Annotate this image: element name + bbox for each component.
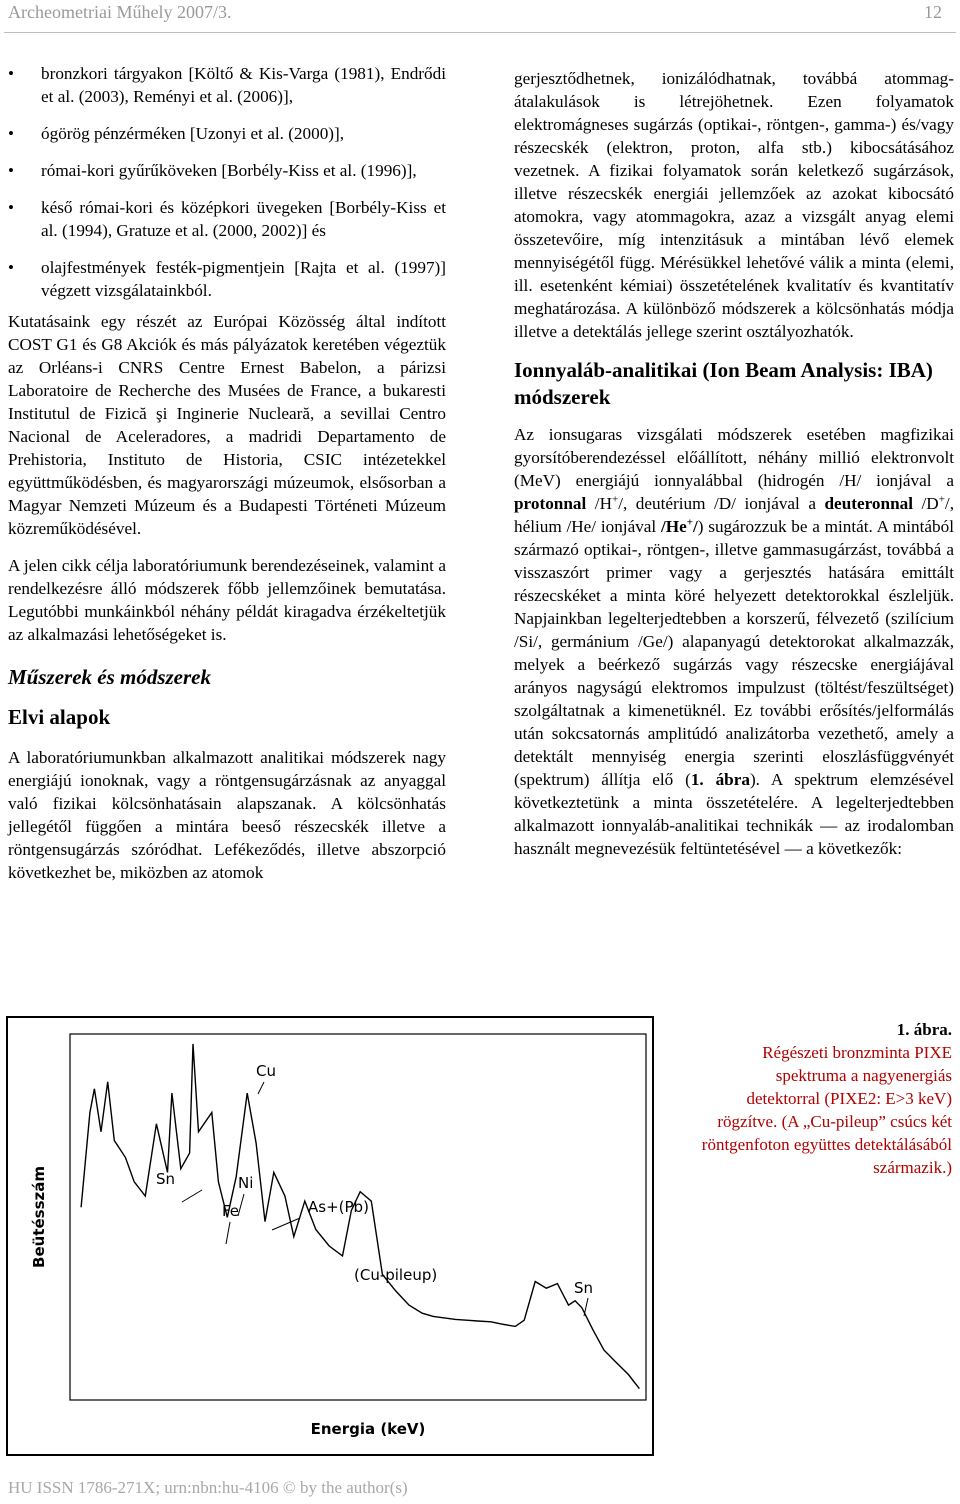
heading-principles: Elvi alapok (8, 705, 111, 729)
paragraph-cooperation: Kutatásaink egy részét az Európai Közösség által indított COST G1 és G8 Akciók és más pályázatok keretében végeztük az Orléans-i CNRS Centre Ernest Babelon, a párizsi Laboratoire de Recherche des Musées de France, a bukaresti Institutul de Fizică şi Inginerie Nucleară, a sevillai Centro Nacional de Aceleradores, a madridi Departamento de Prehistoria, Instituto de Historia, CSIC intézetekkel együttműködésben, és magyarországi múzeumok, elsősorban a Magyar Nemzeti Múzeum és a Budapesti Történeti Múzeum közreműködésével. (8, 312, 446, 538)
figure-label: 1. ábra. (896, 1020, 952, 1039)
list-item: • római-kori gyűrűköveken [Borbély-Kiss et al. (1996)], (8, 161, 417, 180)
figure-caption-text: Régészeti bronzminta PIXE spektruma a nagyenergiás detektorral (PIXE2: E>3 keV) rögzítve. (A „Cu-pileup” csúcs két röntgenfoton együttes detektálásából származik.) (701, 1043, 952, 1177)
x-axis-label: Energia (keV) (310, 1420, 426, 1438)
figure-reference: 1. ábra (690, 770, 750, 789)
list-item: • bronzkori tárgyakon [Költő & Kis-Varga (1981), Endrődi et al. (2003), Reményi et al. (2006)], (8, 64, 446, 106)
heading-instruments: Műszerek és módszerek (8, 665, 211, 689)
y-axis-label: Beütésszám (30, 1166, 48, 1268)
page-header (8, 2, 952, 30)
list-item: • késő római-kori és középkori üvegeken [Borbély-Kiss et al. (1994), Gratuze et al. (2000, 2002)] és (8, 198, 446, 240)
paragraph-principles: A laboratóriumunkban alkalmazott analitikai módszerek nagy energiájú ionoknak, vagy a röntgensugárzásnak az anyaggal való fizikai kölcsönhatásain alapszanak. A kölcsönhatás jellegétől függően a mintára beeső részecskék illetve a röntgensugárzás szóródhat. Lefékeződés, illetve abszorpció következhet be, miközben az atomok (8, 748, 446, 882)
reference-list (8, 62, 446, 302)
term-deuteronnal: deuteronnal (824, 494, 913, 513)
term-protonnal: protonnal (514, 494, 587, 513)
right-column (514, 67, 954, 874)
bullet-icon: • (8, 198, 14, 217)
left-column (8, 62, 446, 898)
bullet-icon: • (8, 258, 14, 277)
figure-frame (7, 1017, 653, 1455)
header-rule (4, 32, 956, 33)
list-item: • ógörög pénzérméken [Uzonyi et al. (2000)], (8, 124, 345, 143)
page-footer: HU ISSN 1786-271X; urn:nbn:hu-4106 © by the author(s) (8, 1478, 408, 1497)
spectrum-chart (6, 1016, 654, 1456)
list-item: • olajfestmények festék-pigmentjein [Rajta et al. (1997)] végzett vizsgálatainkból. (8, 258, 446, 300)
bullet-icon: • (8, 124, 14, 143)
figure-caption (700, 1018, 952, 1179)
peak-label-fe: Fe (222, 1202, 240, 1220)
peak-label-sn-k: Sn (574, 1279, 594, 1297)
pixe-spectrum-figure (6, 1016, 654, 1456)
peak-label-cu: Cu (256, 1062, 276, 1080)
bullet-icon: • (8, 64, 14, 83)
paragraph-iba: Az ionsugaras vizsgálati módszerek esetében magfizikai gyorsítóberendezéssel előállított, néhány millió elektronvolt (MeV) energiájú ionnyalábbal (hidrogén /H/ ionjával a protonnal /H+/, deutérium /D/ ionjával a deuteronnal /D+/, hélium /He/ ionjával /He+/) sugározzuk be a mintát. A mintából származó optikai-, röntgen-, illetve gammasugárzást, továbbá a visszaszórt primer vagy a gerjesztés hatására emittált részecskéket a minta köré helyezett detektorokkal észleljük. Napjainkban legelterjedtebben a korszerű, félvezető (szilícium /Si/, germánium /Ge/) alapanyagú detektorokat alkalmazzák, melyek a beérkező sugárzás vagy részecske energiájával arányos nagyságú elektromos impulzust (töltést/feszültséget) szolgáltatnak a kimenetüknél. Ez további erősítés/jelformálás után sokcsatornás amplitúdó analizátorba vezethető, amely a detektált mennyiség energia szerinti eloszlásfüggvényét (spektrum) állítja elő (1. ábra). A spektrum elemzésével következtetünk a minta összetételére. A legelterjedtebben alkalmazott ionnyaláb-analitikai technikák — az irodalomban használt megnevezésük feltüntetésével — a következők: (514, 425, 954, 858)
heading-iba: Ionnyaláb-analitikai (Ion Beam Analysis: IBA) módszerek (514, 358, 933, 409)
paragraph-processes: gerjesztődhetnek, ionizálódhatnak, továbbá atommag-átalakulások is létrejöhetnek. Ezen folyamatok elektromágneses sugárzás (optikai-, röntgen-, gamma-) és/vagy részecskék (elektron, proton, alfa stb.) kibocsátásához vezetnek. A fizikai folyamatok során keletkező sugárzások, illetve részecskék energiái jellemzőek az azokat kibocsátó atomokra, vagy atommagokra, azaz a vizsgált anyag elemi összetevőire, míg intenzitásuk a mintában lévő elemek mennyiségétől függ. Mérésükkel lehetővé válik a minta (elemi, ill. esetenként kémiai) összetételének kvalitatív és kvantitatív meghatározása. A különböző módszerek a kölcsönhatás módja illetve a detektálás jellege szerint osztályozhatók. (514, 69, 954, 341)
page-number: 12 (924, 2, 942, 22)
peak-label-cu-pileup: (Cu-pileup) (354, 1266, 438, 1284)
term-helium: /He+/ (660, 516, 698, 536)
peak-label-sn: Sn (156, 1170, 176, 1188)
paragraph-aim: A jelen cikk célja laboratóriumunk berendezéseinek, valamint a rendelkezésre álló módszerek főbb jellemzőinek bemutatása. Legutóbbi munkáinkból néhány példát kiragadva érzékeltetjük az alkalmazási lehetőségeket is. (8, 556, 446, 644)
peak-label-ni: Ni (238, 1174, 254, 1192)
peak-label-as-pb: As+(Pb) (308, 1198, 369, 1216)
bullet-icon: • (8, 161, 14, 180)
journal-title: Archeometriai Műhely 2007/3. (8, 2, 232, 22)
